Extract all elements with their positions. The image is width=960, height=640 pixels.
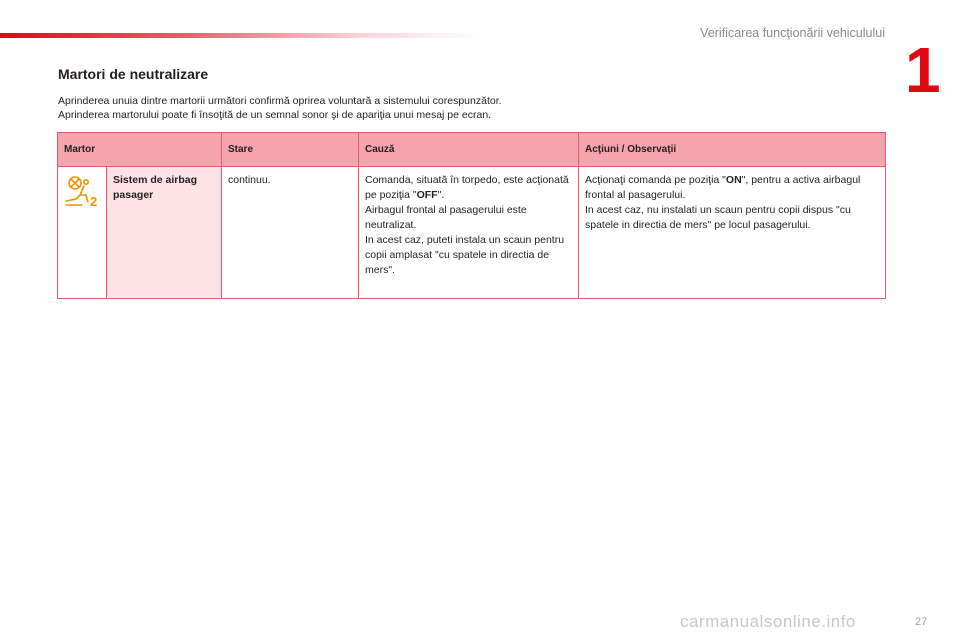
section-title: Martori de neutralizare (58, 66, 209, 82)
column-header-stare: Stare (222, 133, 359, 167)
cause-line-2: Airbagul frontal al pasagerului este neutralizat. (365, 204, 527, 231)
cause-line-1 (365, 173, 572, 203)
cause-line-3: In acest caz, puteti instala un scaun pentru copii amplasat "cu spatele in directia de mers". (365, 234, 565, 276)
page-number: 27 (915, 616, 928, 628)
running-header: Verificarea funcţionării vehiculului (700, 26, 885, 40)
column-header-cauza: Cauză (359, 133, 579, 167)
intro-line: Aprinderea martorului poate fi însoţită de un semnal sonor şi de apariţia unui mesaj pe ecran. (58, 109, 492, 121)
action-cell (579, 167, 886, 299)
action-line-1 (585, 173, 879, 203)
intro-line: Aprinderea unuia dintre martorii următori confirmă oprirea voluntară a sistemului corespunzător. (58, 95, 502, 107)
on-position-label: ON (725, 174, 742, 186)
warning-light-name: Sistem de airbag pasager (107, 167, 222, 299)
cause-text: ". (437, 189, 445, 201)
cause-cell (359, 167, 579, 299)
action-line-2: In acest caz, nu instalati un scaun pentru copii dispus "cu spatele in directia de mers" pe locul pasagerului. (585, 204, 851, 231)
table-row (58, 167, 886, 299)
icon-cell (58, 167, 107, 299)
action-text: Acţionaţi comanda pe poziţia " (585, 174, 726, 186)
watermark: carmanualsonline.info (680, 612, 856, 631)
column-header-actiuni: Acţiuni / Observaţii (579, 133, 886, 167)
intro-text (58, 94, 502, 122)
header-accent-bar (0, 33, 480, 38)
passenger-airbag-off-icon (62, 175, 102, 209)
table-header-row (58, 133, 886, 167)
off-position-label: OFF (416, 189, 438, 201)
warning-lights-table (57, 132, 886, 299)
state-cell: continuu. (222, 167, 359, 299)
svg-text:2: 2 (90, 194, 98, 209)
cause-text: Comanda, situată în torpedo, este acţionată pe poziţia " (365, 174, 569, 201)
action-text: ", pentru a activa airbagul frontal al pasagerului. (585, 174, 861, 201)
chapter-number: 1 (905, 34, 941, 106)
column-header-martor: Martor (58, 133, 222, 167)
